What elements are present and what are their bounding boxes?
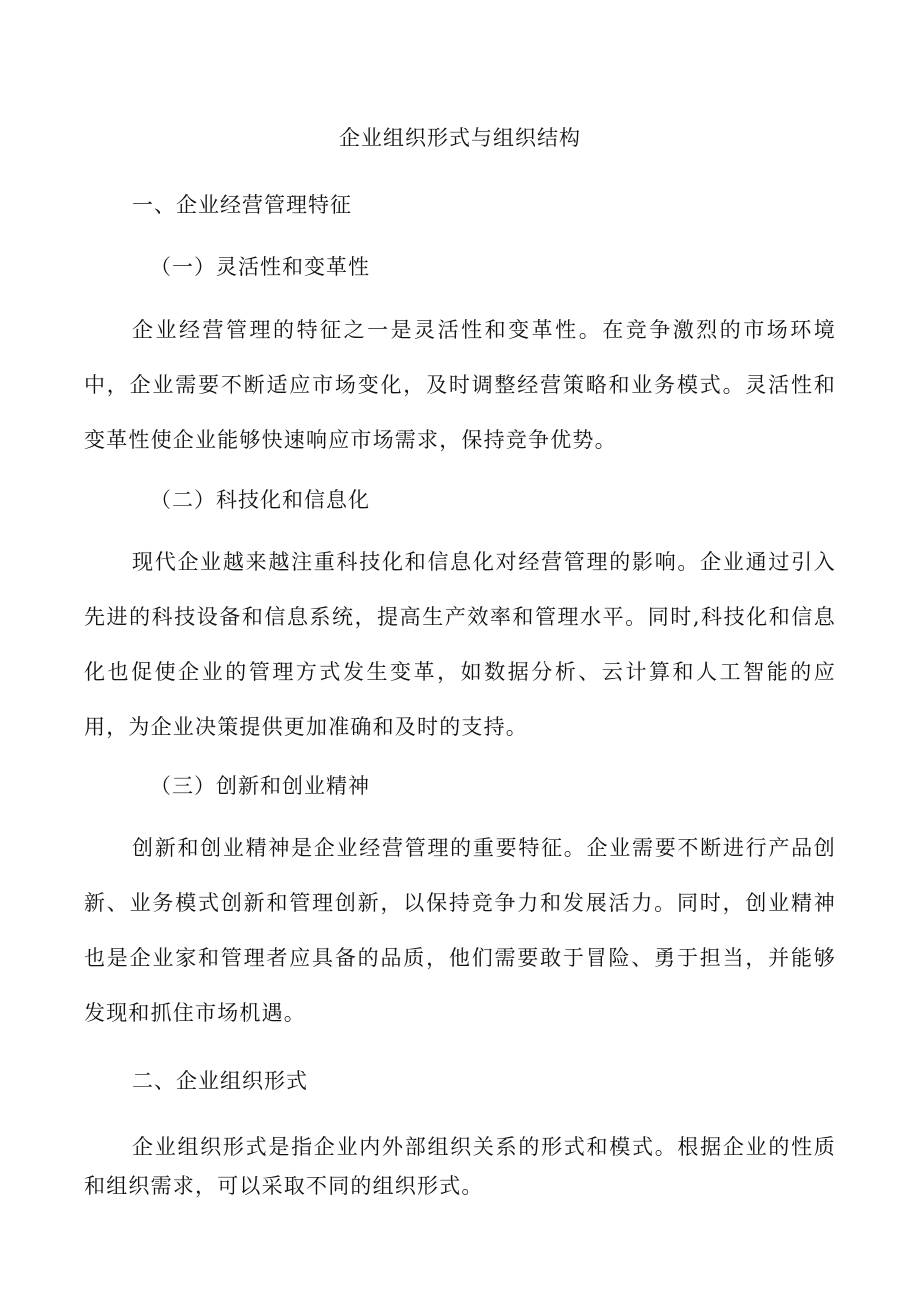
document-title: 企业组织形式与组织结构 — [339, 126, 581, 150]
subsection-heading-2: （二）科技化和信息化 — [150, 488, 370, 512]
section-heading-1: 一、企业经营管理特征 — [132, 193, 352, 217]
paragraph-technology: 现代企业越来越注重科技化和信息化对经营管理的影响。企业通过引入先进的科技设备和信息系统，提高生产效率和管理水平。同时,科技化和信息化也促使企业的管理方式发生变革，如数据分析、云计算和人工智能的应用，为企业决策提供更加准确和及时的支持。 — [84, 550, 836, 739]
section-heading-2: 二、企业组织形式 — [132, 1069, 308, 1093]
paragraph-organization-form: 企业组织形式是指企业内外部组织关系的形式和模式。根据企业的性质和组织需求，可以采取不同的组织形式。 — [84, 1135, 836, 1198]
paragraph-flexibility: 企业经营管理的特征之一是灵活性和变革性。在竞争激烈的市场环境中，企业需要不断适应市场变化，及时调整经营策略和业务模式。灵活性和变革性使企业能够快速响应市场需求，保持竞争优势。 — [84, 318, 836, 452]
paragraph-innovation: 创新和创业精神是企业经营管理的重要特征。企业需要不断进行产品创新、业务模式创新和管理创新，以保持竞争力和发展活力。同时，创业精神也是企业家和管理者应具备的品质，他们需要敢于冒险、勇于担当，并能够发现和抓住市场机遇。 — [84, 836, 836, 1025]
subsection-heading-3: （三）创新和创业精神 — [150, 774, 370, 798]
subsection-heading-1: （一）灵活性和变革性 — [150, 255, 370, 279]
